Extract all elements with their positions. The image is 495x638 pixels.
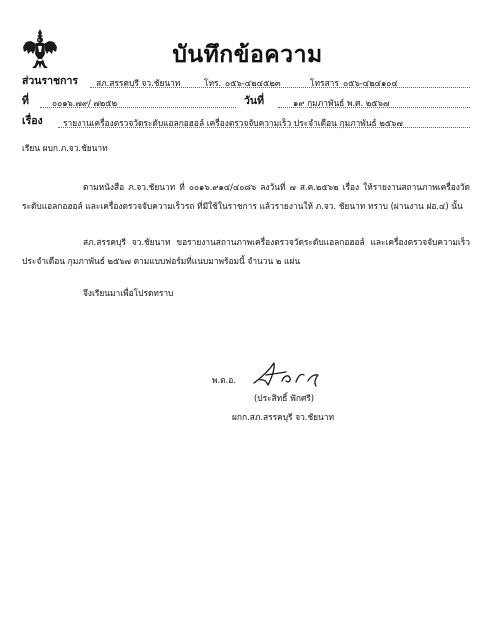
salutation: เรียน ผบก.ภ.จว.ชัยนาท [22,143,108,153]
ref-dotted-line [40,107,236,108]
subject-value: รายงานเครื่องตรวจวัดระดับแอลกอฮอล์ เครื่องตรวจจับความเร็ว ประจำเดือน กุมภาพันธ์ ๒๕๖๗ [63,118,403,128]
memo-title: บันทึกข้อความ [172,42,323,68]
date-label: วันที่ [244,95,264,107]
body-paragraph-2: สภ.สรรคบุรี จว.ชัยนาท ขอรายงานสถานภาพเครื่องตรวจวัดระดับแอลกอฮอล์ และเครื่องตรวจจับความเร็ว ประจำเดือน กุมภาพันธ์ ๒๕๖๗ ตามแบบฟอร์มที่แนบมาพร้อมนี้ จำนวน ๒ แผ่น [22,237,470,266]
tel-label: โทร. [204,78,222,88]
fax-label: โทรสาร [310,78,339,88]
signer-position: ผกก.สภ.สรรคบุรี จว.ชัยนาท [232,412,335,422]
subject-label: เรื่อง [22,115,43,127]
sign-rank: พ.ต.อ. [212,375,236,385]
signer-name: (ประสิทธิ์ ฟักศรี) [254,393,315,403]
closing-text: จึงเรียนมาเพื่อโปรดทราบ [83,288,174,298]
date-value: ๑๙ กุมภาพันธ์ พ.ศ. ๒๕๖๗ [293,98,390,108]
agency-value: สภ.สรรคบุรี จว.ชัยนาท [96,78,181,88]
agency-label: ส่วนราชการ [22,75,79,87]
body-paragraph-1: ตามหนังสือ ภ.จว.ชัยนาท ที่ ๐๐๑๖.๙๑๔/๔๐๘๖ ลงวันที่ ๗ ส.ค.๒๕๖๒ เรื่อง ให้รายงานสถานภาพเครื่องวัดระดับแอลกอฮอล์ และเครื่องตรวจจับความเร็วรถ ที่มีใช้ในราชการ แล้วรายงานให้ ภ.จว. ชัยนาท ทราบ (ผ่านงาน ฝอ.๔) นั้น [22,182,470,211]
handwritten-signature [252,359,326,389]
ref-value: ๐๐๑๖.๗๙/ ๗๒๕๒ [52,98,118,108]
tel-value: ๐๕๖-๔๒๔๕๒๓ [225,78,281,88]
subject-dotted-line [58,127,470,128]
date-dotted-line [278,107,470,108]
fax-value: ๐๕๖-๔๒๔๑๐๔ [343,78,398,88]
ref-label: ที่ [22,95,29,107]
agency-dotted-line [90,87,470,88]
